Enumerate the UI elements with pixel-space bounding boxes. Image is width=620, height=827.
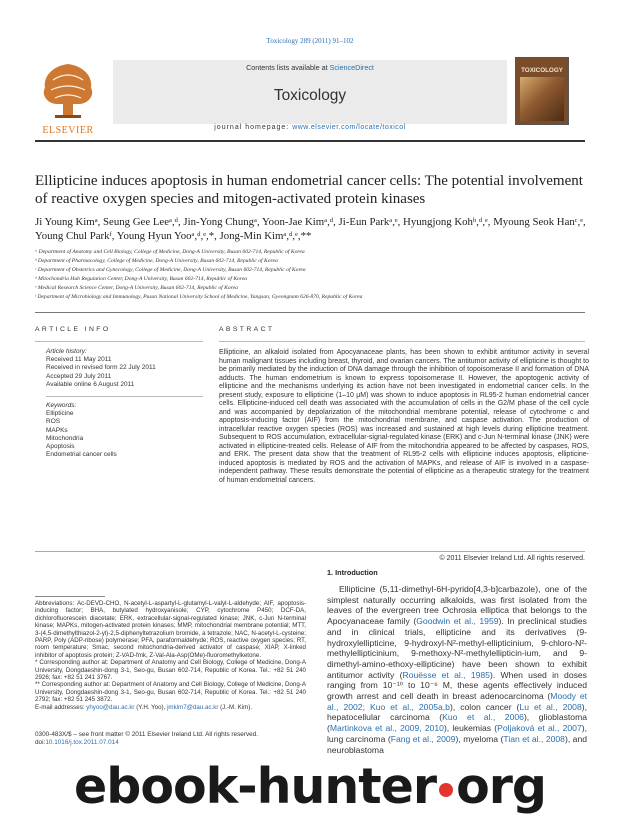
journal-name: Toxicology — [273, 87, 347, 104]
keywords-label: Keywords: — [46, 402, 77, 409]
abstract-bottom-rule — [35, 551, 585, 552]
history-accepted: Accepted 29 July 2011 — [46, 372, 112, 380]
watermark-dot-icon — [439, 783, 453, 797]
citation-link[interactable]: Moody et al., 2002; Kuo et al., 2005a,b — [327, 691, 587, 712]
author-list: Ji Young Kimᵃ, Seung Gee Leeᵃ,ᵈ, Jin-Yong Chungᵃ, Yoon-Jae Kimᵃ,ᵈ, Ji-Eun Parkᵃ,ᵉ, Hyungjong Kohᵇ,ᵈ,ᵉ, Myoung Seok Hanᶜ,ᵉ, Young Chul Parkᶠ, Young Hyun Yooᵃ,ᵈ,ᵉ,*, Jong-Min Kimᵃ,ᵈ,ᵉ,** — [35, 216, 586, 242]
homepage-prefix: journal homepage: — [214, 124, 293, 131]
contents-line — [113, 63, 507, 72]
affiliation-f: ᶠ Department of Microbiology and Immunology, Pusan National University School of Medicine, Yangsan, Gyeongnam 626-870, Republic of Korea — [35, 294, 363, 301]
cover-artwork — [520, 77, 564, 121]
sciencedirect-link[interactable]: ScienceDirect — [329, 63, 374, 72]
citation-link[interactable]: Poljaková et al., 2007 — [497, 723, 582, 734]
watermark-left: ebook-hunter — [74, 758, 437, 815]
intro-text: ), myeloma ( — [455, 733, 504, 744]
introduction-heading: 1. Introduction — [327, 568, 378, 577]
issn-line: 0300-483X/$ – see front matter © 2011 Elsevier Ireland Ltd. All rights reserved. — [35, 731, 259, 738]
affiliation-divider — [35, 312, 585, 313]
affiliation-d: ᵈ Mitochondria Hub Regulation Center, Dong-A University, Busan 602-714, Republic of Korea — [35, 276, 248, 283]
doi-link[interactable]: 10.1016/j.tox.2011.07.014 — [45, 739, 119, 746]
intro-text: ). In preclinical studies and in clinical trials, ellipticine and its derivatives (9-hydroxylellipticine, 9-hydroxyl-N²-methyl-ellipticinium, 9-chloro-N²-methylellipticinium, 9-methoxy-N²-methylellipticin-ium, and 9-dimethyl-amino-ethoxy-ellipticine) have been shown to exhibit antitumor activity ( — [327, 616, 587, 680]
issn-doi — [35, 731, 335, 747]
abstract-text: Ellipticine, an alkaloid isolated from Apocyanaceae plants, has been shown to exhibit antitumor activity in several human malignant tissues including breast, thyroid, and ovarian cancers. The antitumor activity of ellipticine is thought to be primarily mediated by the induction of DNA damage through the inhibition of topoisomerase II and formation of DNA adducts. The human endometrium is known to express topoisomerase II. However, the apoptogenic activity of ellipticine and the mechanisms underlying its action have not been investigated in endometrial cancer cells. In the present study, exposure to ellipticine (1–10 μM) was shown to induce apoptosis in RL95-2 human endometrial cancer cells. Ellipticine-induced cell death was associated with the accumulation of cells in the G2/M phase of the cell cycle and was accompanied by depolarization of the mitochondrial membrane potential, release of cytochrome c and apoptosis-inducing factor (AIF) from the mitochondrial membrane, and caspase activation. The production of intracellular reactive oxygen species (ROS) was increased and sustained at high levels during ellipticine treatment. Subsequent to ROS accumulation, extracellular-signal-regulated kinase (ERK) and c-Jun N-terminal kinase (JNK) were activated in ellipticine-treated cells. Release of AIF from the mitochondria appeared to be affected by caspases, ROS, and ERK. The present data show that the treatment of RL95-2 cells with ellipticine induces apoptosis, ellipticine-induced apoptosis is mediated by ROS and the activation of MAPKs, and release of AIF is involved in a caspase-independent pathway. These results demonstrate the potential of ellipticine as a therapeutic strategy for the treatment of human endometrial cancers. — [219, 349, 589, 484]
email-prefix: E-mail addresses: — [35, 703, 87, 711]
introduction-text — [327, 584, 587, 755]
citation-link[interactable]: Rouësse et al., 1985 — [402, 669, 490, 680]
keyword-item: Ellipticine — [46, 410, 74, 418]
citation-link[interactable]: Martinkova et al., 2009, 2010 — [329, 723, 444, 734]
history-online: Available online 6 August 2011 — [46, 380, 135, 388]
intro-text: ), and neuroblastoma — [327, 733, 588, 755]
keyword-item: MAPKs — [46, 426, 68, 434]
history-received: Received 11 May 2011 — [46, 356, 112, 364]
history-revised: Received in revised form 22 July 2011 — [46, 364, 156, 372]
footnotes — [35, 600, 306, 711]
intro-text: ), hepatocellular carcinoma ( — [327, 701, 587, 723]
intro-text: ), lung carcinoma ( — [327, 723, 587, 744]
article-info-heading: ARTICLE INFO — [35, 326, 111, 333]
email-mid: (Y.H. Yoo), — [134, 703, 168, 711]
keyword-item: Apoptosis — [46, 443, 75, 451]
citation-link[interactable]: Goodwin et al., 1959 — [416, 616, 499, 627]
citation-link[interactable]: Tian et al., 2008 — [503, 733, 565, 744]
contents-prefix: Contents lists available at — [246, 63, 330, 72]
corresponding-author-1: * Corresponding author at: Department of Anatomy and Cell Biology, College of Medicine, Dong-A University, Dongdaeshin-dong 3-1, Seo-gu, Busan 602-714, Republic of Korea. Tel.: +82 51 240 2926; fax: +82 51 241 3767. — [35, 659, 306, 682]
publisher-name: ELSEVIER — [42, 125, 94, 136]
email-link-kim[interactable]: jmkim7@dau.ac.kr — [167, 703, 219, 711]
intro-text: ), colon cancer ( — [449, 701, 520, 712]
elsevier-logo — [33, 60, 103, 136]
corresponding-author-2: ** Corresponding author at: Department of Anatomy and Cell Biology, College of Medicine, Dong-A University, Dongdaeshin-dong 3-1, Seo-gu, Busan 602-714, Republic of Korea. Tel.: +82 51 240 2792; fax: +82 51 245 3872. — [35, 681, 306, 704]
intro-text: ). When used in doses ranging from 10⁻¹⁰ to 10⁻⁶ M, these agents effectively induced growth arrest and cell death in breast adenocarcinoma ( — [327, 669, 587, 702]
doi-prefix: doi: — [35, 739, 46, 746]
intro-text: Ellipticine (5,11-dimethyl-6H-pyrido[4,3-b]carbazole), one of the simplest naturally occurring alkaloids, was first isolated from the leaves of the evergreen tree Ochrosia elliptica that belongs to the Apocyanaceae family ( — [327, 584, 587, 627]
article-history — [46, 348, 206, 389]
keywords — [46, 402, 206, 459]
citation-link[interactable]: Lu et al., 2008 — [519, 701, 582, 712]
abstract-rule — [219, 341, 585, 342]
abbreviations-footnote: Abbreviations: Ac-DEVD-CHO, N-acetyl-L-aspartyl-L-glutamyl-L-valyl-L-aldehyde; AIF, apoptosis-inducing factor; BHA, butylated hydroxyanisole; CYP, cytochrome P450; DCF-DA, dichlorofluorescein diacetate; ERK, extracellular-signal-regulated kinase; JNK, c-Jun N-terminal kinase; MAPKs, mitogen-activated protein kinases; MMP, mitochondrial membrane potential; MTT, 3-(4,5-dimethylthiazol-2-yl)-2,5-diphenyltetrazolium bromide, a tetrazole; NAC, N-acetyl-L-cysteine; PARP, Poly (ADP-ribose) polymerase; PFA, paraformaldehyde; ROS, reactive oxygen species; RT, room temperature; Smac, second mitochondria-derived activator of caspase; XIAP, X-linked inhibitor of apoptosis protein; Z-VAD-fmk, Z-Val-Ala-Asp(OMe)-fluoromethylketone. — [35, 600, 306, 659]
citation-link[interactable]: Fang et al., 2009 — [390, 733, 456, 744]
intro-text: ), glioblastoma ( — [327, 712, 588, 734]
copyright: © 2011 Elsevier Ireland Ltd. All rights reserved. — [439, 555, 585, 562]
intro-text: ), leukemias ( — [443, 723, 498, 734]
affiliation-c: ᶜ Department of Obstetrics and Gynecology, College of Medicine, Dong-A University, Busan 602-714, Republic of Korea — [35, 267, 306, 274]
history-rule — [46, 396, 203, 397]
elsevier-tree-icon — [33, 60, 103, 122]
journal-reference[interactable]: Toxicology 289 (2011) 91–102 — [266, 37, 354, 45]
watermark-right: org — [456, 758, 546, 815]
journal-cover-image — [515, 57, 569, 125]
homepage-link[interactable]: www.elsevier.com/locate/toxicol — [292, 124, 406, 131]
header-divider — [35, 140, 585, 142]
history-label: Article history: — [46, 348, 87, 355]
homepage-line — [113, 124, 507, 131]
article-info-rule — [35, 341, 203, 342]
keyword-item: Endometrial cancer cells — [46, 451, 117, 459]
keyword-item: Mitochondria — [46, 434, 84, 442]
footnote-rule — [35, 596, 105, 597]
citation-link[interactable]: Kuo et al., 2006 — [442, 712, 524, 723]
affiliation-e: ᵉ Medical Research Science Center, Dong-A University, Busan 602-714, Republic of Korea — [35, 285, 238, 292]
watermark — [0, 758, 620, 815]
keyword-item: ROS — [46, 418, 61, 426]
doi-line — [35, 739, 335, 747]
article-title: Ellipticine induces apoptosis in human endometrial cancer cells: The potential involvement of reactive oxygen species and mitogen-activated protein kinases — [35, 173, 583, 207]
cover-title: TOXICOLOGY — [521, 67, 563, 74]
email-suffix: (J.-M. Kim). — [218, 703, 253, 711]
email-addresses — [35, 704, 306, 711]
abstract-heading: ABSTRACT — [219, 326, 275, 333]
affiliation-a: ᵃ Department of Anatomy and Cell Biology, College of Medicine, Dong-A University, Busan 602-714, Republic of Korea — [35, 249, 305, 255]
affiliation-b: ᵇ Department of Pharmacology, College of Medicine, Dong-A University, Busan 602-714, Republic of Korea — [35, 258, 278, 265]
affiliations — [35, 248, 595, 303]
email-link-yoo[interactable]: yhyoo@dau.ac.kr — [86, 703, 135, 711]
